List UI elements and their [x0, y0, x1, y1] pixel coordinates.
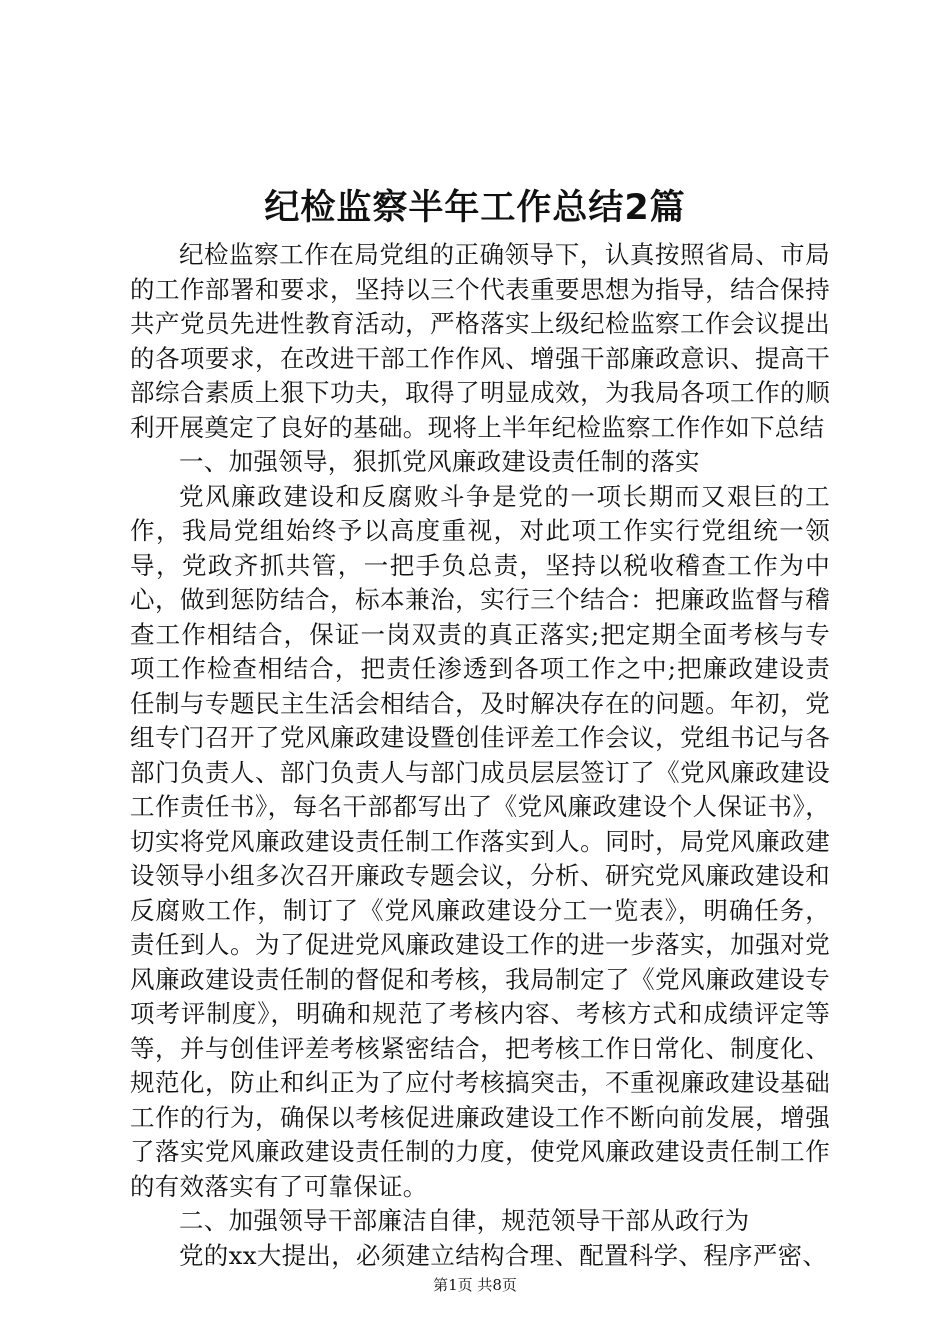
document-title: 纪检监察半年工作总结2篇	[264, 188, 686, 228]
page-number-footer: 第1页 共8页	[433, 1276, 517, 1294]
intro-paragraph: 纪检监察工作在局党组的正确领导下，认真按照省局、市局的工作部署和要求，坚持以三个代表重要思想为指导，结合保持共产党员先进性教育活动，严格落实上级纪检监察工作会议提出的各项要求，在改进干部工作作风、增强干部廉政意识、提高干部综合素质上狠下功夫，取得了明显成效，为我局各项工作的顺利开展奠定了良好的基础。现将上半年纪检监察工作作如下总结	[130, 240, 830, 442]
section-1-paragraph: 党风廉政建设和反腐败斗争是党的一项长期而又艰巨的工作，我局党组始终予以高度重视，对此项工作实行党组统一领导，党政齐抓共管，一把手负总责，坚持以税收稽查工作为中心，做到惩防结合，标本兼治，实行三个结合：把廉政监督与稽查工作相结合，保证一岗双责的真正落实;把定期全面考核与专项工作检查相结合，把责任渗透到各项工作之中;把廉政建设责任制与专题民主生活会相结合，及时解决存在的问题。年初，党组专门召开了党风廉政建设暨创佳评差工作会议，党组书记与各部门负责人、部门负责人与部门成员层层签订了《党风廉政建设工作责任书》，每名干部都写出了《党风廉政建设个人保证书》，切实将党风廉政建设责任制工作落实到人。同时，局党风廉政建设领导小组多次召开廉政专题会议，分析、研究党风廉政建设和反腐败工作，制订了《党风廉政建设分工一览表》，明确任务，责任到人。为了促进党风廉政建设工作的进一步落实，加强对党风廉政建设责任制的督促和考核，我局制定了《党风廉政建设专项考评制度》，明确和规范了考核内容、考核方式和成绩评定等等，并与创佳评差考核紧密结合，把考核工作日常化、制度化、规范化，防止和纠正为了应付考核搞突击，不重视廉政建设基础工作的行为，确保以考核促进廉政建设工作不断向前发展，增强了落实党风廉政建设责任制的力度，使党风廉政建设责任制工作的有效落实有了可靠保证。	[130, 481, 830, 1201]
section-heading-2: 二、加强领导干部廉洁自律，规范领导干部从政行为	[179, 1206, 750, 1235]
section-heading-1: 一、加强领导，狠抓党风廉政建设责任制的落实	[179, 447, 700, 476]
section-2-paragraph: 党的xx大提出，必须建立结构合理、配置科学、程序严密、	[179, 1240, 828, 1270]
document-body	[130, 238, 830, 1273]
